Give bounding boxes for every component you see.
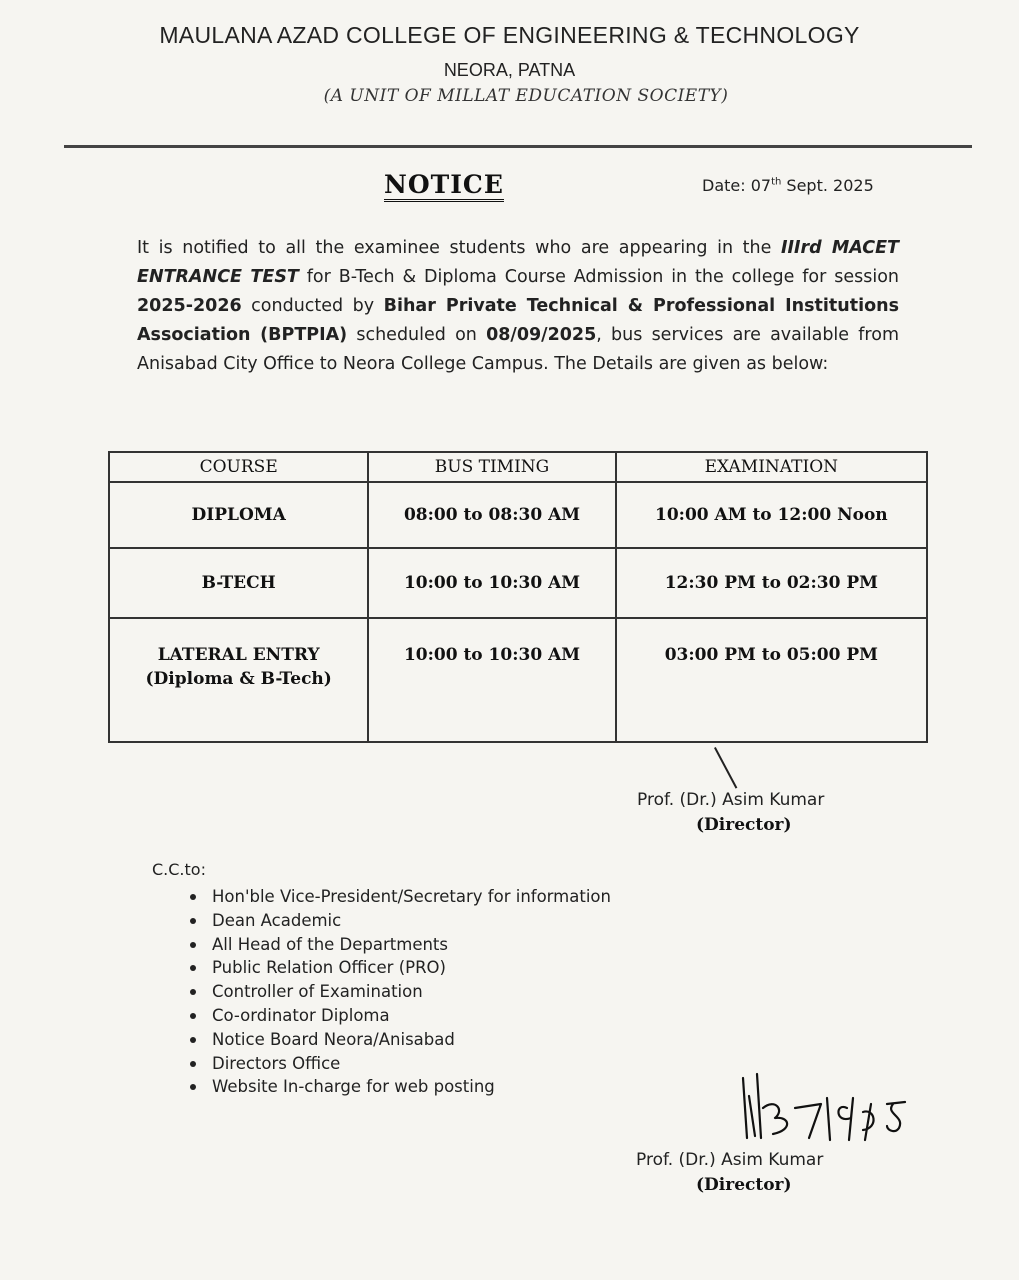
society-line: (A UNIT OF MILLAT EDUCATION SOCIETY) xyxy=(323,86,729,106)
header-bus-timing: BUS TIMING xyxy=(368,452,615,482)
exam-time-cell: 10:00 AM to 12:00 Noon xyxy=(616,482,927,548)
cc-list xyxy=(190,885,611,1099)
list-item: Co-ordinator Diploma xyxy=(190,1004,611,1028)
course-cell: DIPLOMA xyxy=(109,482,368,548)
list-item: All Head of the Departments xyxy=(190,933,611,957)
signatory-name: Prof. (Dr.) Asim Kumar xyxy=(637,790,825,810)
header-examination: EXAMINATION xyxy=(616,452,927,482)
list-item: Website In-charge for web posting xyxy=(190,1075,611,1099)
cc-label: C.C.to: xyxy=(152,860,206,879)
notice-body: It is notified to all the examinee students who are appearing in the IIIrd MACET ENTRANCE TEST for B-Tech & Diploma Course Admission in the college for session 2025-2026 conducted by Bihar Private Technical & Professional Institutions Association (BPTPIA) scheduled on 08/09/2025, bus services are available from Anisabad City Office to Neora College Campus. The Details are given as below: xyxy=(137,238,899,374)
course-cell: LATERAL ENTRY (Diploma & B-Tech) xyxy=(109,618,368,742)
exam-time-cell: 03:00 PM to 05:00 PM xyxy=(616,618,927,742)
list-item: Directors Office xyxy=(190,1052,611,1076)
list-item: Controller of Examination xyxy=(190,980,611,1004)
signatory-role: (Director) xyxy=(696,815,792,835)
session: 2025-2026 xyxy=(137,296,242,316)
schedule-table xyxy=(108,451,928,743)
course-cell: B-TECH xyxy=(109,548,368,618)
table-row xyxy=(109,482,927,548)
list-item: Public Relation Officer (PRO) xyxy=(190,956,611,980)
signature-mark xyxy=(714,747,737,789)
table-row xyxy=(109,548,927,618)
notice-title: NOTICE xyxy=(384,172,504,202)
exam-time-cell: 12:30 PM to 02:30 PM xyxy=(616,548,927,618)
course-subtitle: (Diploma & B-Tech) xyxy=(145,669,332,689)
exam-date: 08/09/2025 xyxy=(486,325,597,345)
bus-timing-cell: 10:00 to 10:30 AM xyxy=(368,548,615,618)
signatory-role-2: (Director) xyxy=(696,1175,792,1195)
signatory-name-2: Prof. (Dr.) Asim Kumar xyxy=(636,1150,824,1170)
list-item: Hon'ble Vice-President/Secretary for information xyxy=(190,885,611,909)
table-header-row xyxy=(109,452,927,482)
bus-timing-cell: 08:00 to 08:30 AM xyxy=(368,482,615,548)
notice-date: Date: 07th Sept. 2025 xyxy=(702,176,874,195)
college-location: NEORA, PATNA xyxy=(443,60,576,80)
handwritten-signature xyxy=(735,1068,935,1143)
header-divider xyxy=(64,145,972,148)
table-row xyxy=(109,618,927,742)
exam-name: IIIrd MACET ENTRANCE TEST xyxy=(137,238,899,287)
header-course: COURSE xyxy=(109,452,368,482)
list-item: Notice Board Neora/Anisabad xyxy=(190,1028,611,1052)
list-item: Dean Academic xyxy=(190,909,611,933)
bus-timing-cell: 10:00 to 10:30 AM xyxy=(368,618,615,742)
association-name: Bihar Private Technical & Professional Institutions Association (BPTPIA) xyxy=(137,296,899,345)
college-name: MAULANA AZAD COLLEGE OF ENGINEERING & TECHNOLOGY xyxy=(159,22,860,48)
